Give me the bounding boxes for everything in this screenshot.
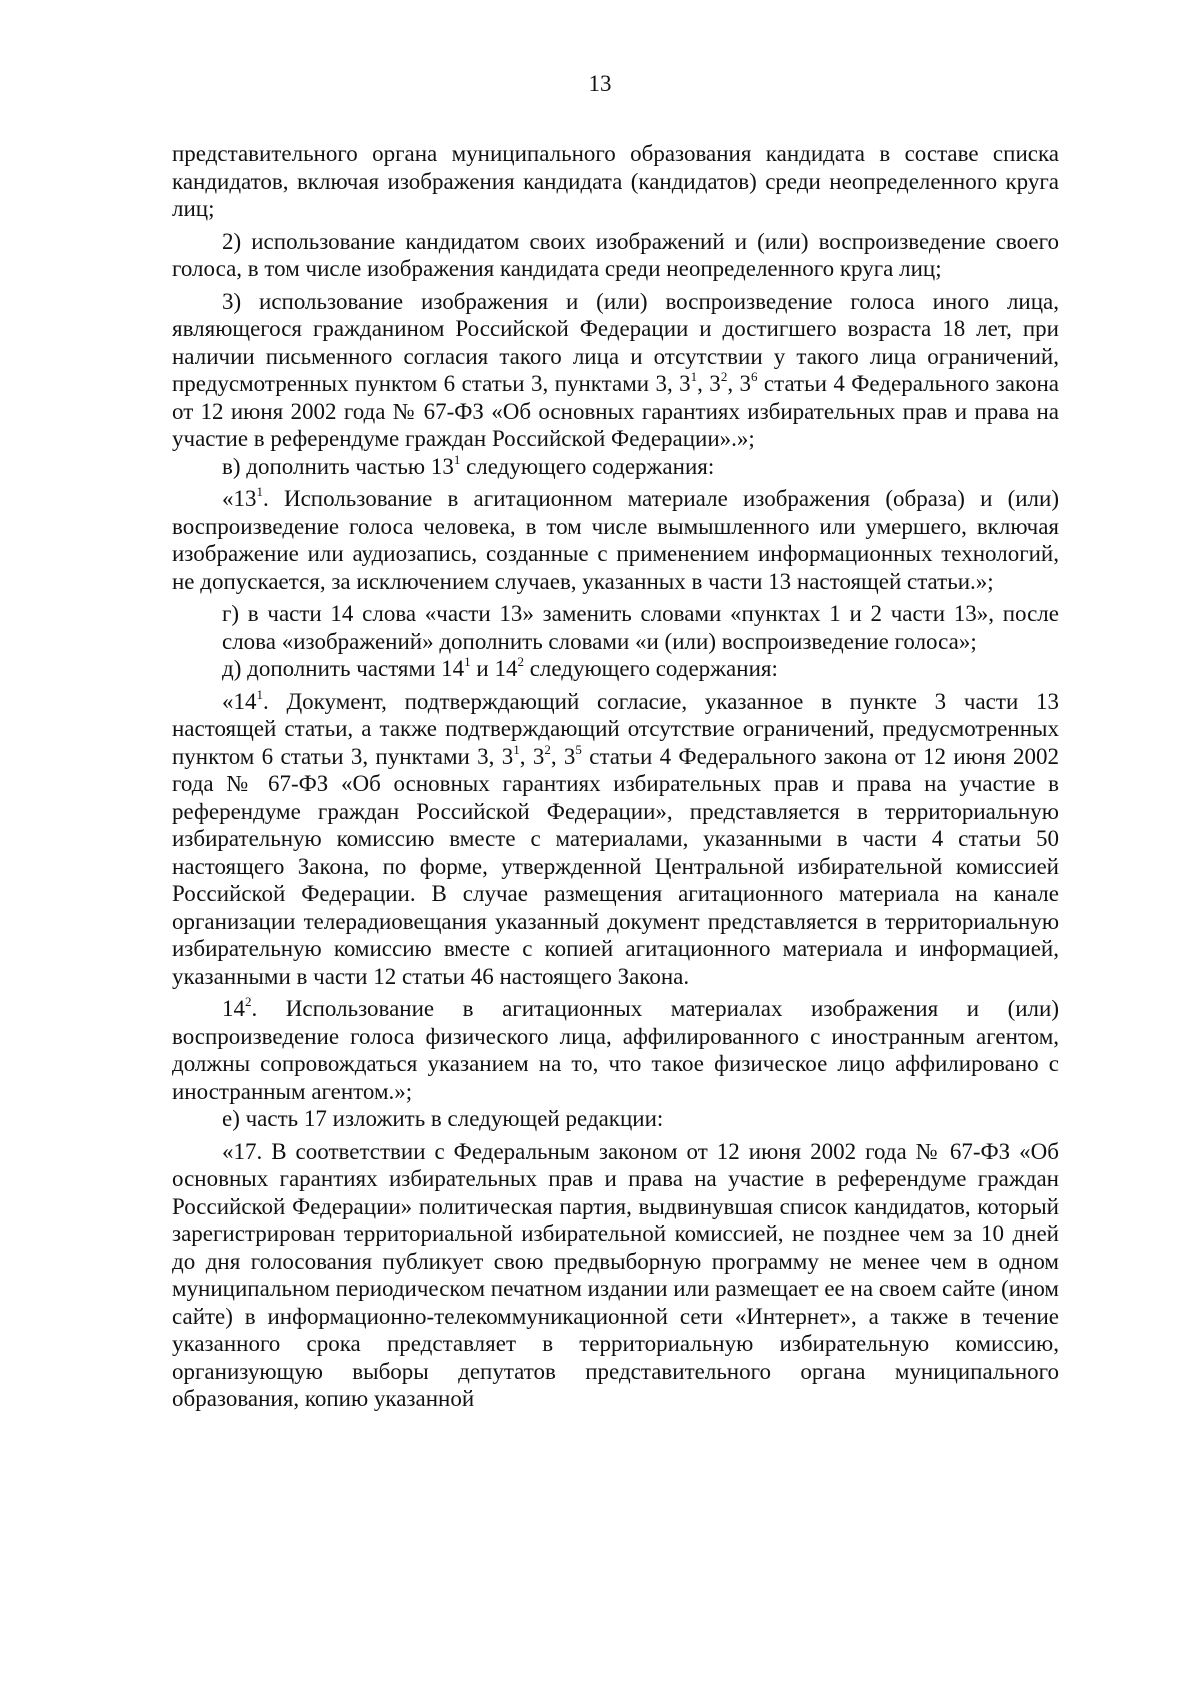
page-number: 13 [588, 71, 612, 96]
paragraph-part-14-2: $14^2$. Использование в агитационных материалах изображения и (или) воспроизведение голоса физического лица, аффилированного с иностранным агентом, должны сопровождаться указанием на то, что такое физическое лицо аффилировано с иностранным агентом.»; [172, 994, 1059, 1104]
paragraph-part-13-1: «$13^1$. Использование в агитационном материале изображения (образа) и (или) воспроизведение голоса человека, в том числе вымышленного или умершего, включая изображение или аудиозапись, созданные с применением информационных технологий, не допускается, за исключением случаев, указанных в части 13 настоящей статьи.»; [172, 484, 1059, 594]
paragraph-part-17: «17. В соответствии с Федеральным законом от 12 июня 2002 года № 67-ФЗ «Об основных гарантиях избирательных прав и права на участие в референдуме граждан Российской Федерации» политическая партия, выдвинувшая список кандидатов, который зарегистрирован территориальной избирательной комиссией, не позднее чем за 10 дней до дня голосования публикует свою предвыборную программу не менее чем в одном муниципальном периодическом печатном издании или размещает ее на своем сайте (ином сайте) в информационно-телекоммуникационной сети «Интернет», а также в течение указанного срока представляет в территориальную избирательную комиссию, организующую выборы депутатов представительного органа муниципального образования, копию указанной [172, 1138, 1059, 1411]
paragraph-item-3: 3) использование изображения и (или) воспроизведение голоса иного лица, являющегося гражданином Российской Федерации и достигшего возраста 18 лет, при наличии письменного согласия такого лица и отсутствии у такого лица ограничений, предусмотренных пунктом 6 статьи 3, пунктами 3, $3^1$, $3^2$, $3^6$ статьи 4 Федерального закона от 12 июня 2002 года № 67-ФЗ «Об основных гарантиях избирательных прав и права на участие в референдуме граждан Российской Федерации».»; [172, 288, 1059, 451]
paragraph-item-2: 2) использование кандидатом своих изображений и (или) воспроизведение своего голоса, в том числе изображения кандидата среди неопределенного круга лиц; [172, 228, 1059, 281]
paragraph-item-g: г) в части 14 слова «части 13» заменить словами «пунктах 1 и 2 части 13», после слова «изображений» дополнить словами «и (или) воспроизведение голоса»; [222, 601, 1059, 654]
paragraph-item-v: в) дополнить частью $13^1$ следующего содержания: [222, 451, 715, 479]
paragraph-item-e: е) часть 17 изложить в следующей редакции: [222, 1106, 664, 1131]
paragraph-item-d: д) дополнить частями $14^1$ и $14^2$ следующего содержания: [222, 654, 778, 681]
document-body [172, 140, 1059, 1413]
paragraph-continuation: представительного органа муниципального образования кандидата в составе списка кандидатов, включая изображения кандидата (кандидатов) среди неопределенного круга лиц; [172, 141, 1059, 221]
paragraph-part-14-1: «$14^1$. Документ, подтверждающий согласие, указанное в пункте 3 части 13 настоящей статьи, а также подтверждающий отсутствие ограничений, предусмотренных пунктом 6 статьи 3, пунктами 3, $3^1$, $3^2$, $3^5$ статьи 4 Федерального закона от 12 июня 2002 года № 67-ФЗ «Об основных гарантиях избирательных прав и права на участие в референдуме граждан Российской Федерации», представляется в территориальную избирательную комиссию вместе с материалами, указанными в части 4 статьи 50 настоящего Закона, по форме, утвержденной Центральной избирательной комиссией Российской Федерации. В случае размещения агитационного материала на канале организации телерадиовещания указанный документ представляется в территориальную избирательную комиссию вместе с копией агитационного материала и информацией, указанными в части 12 статьи 46 настоящего Закона. [172, 686, 1060, 989]
